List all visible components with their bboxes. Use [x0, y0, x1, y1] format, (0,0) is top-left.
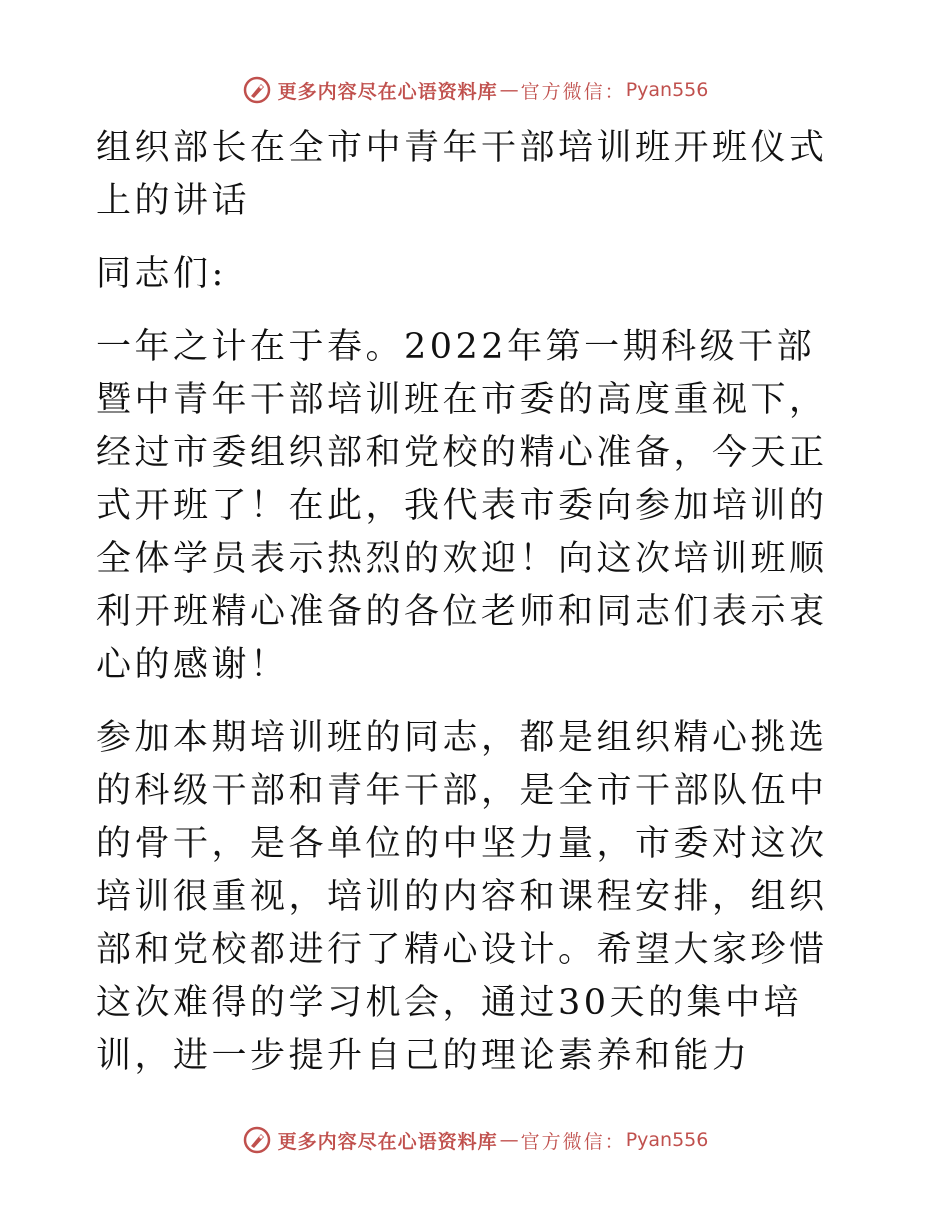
watermark-brand: 更多内容尽在心语资料库 — [277, 80, 498, 103]
pen-nib-logo-icon — [242, 75, 272, 105]
document-title: 组织部长在全市中青年干部培训班开班仪式上的讲话 — [96, 128, 828, 221]
watermark-separator: — — [499, 1129, 519, 1151]
watermark-wechat-label: 官方微信： — [520, 1130, 626, 1153]
paragraph: 参加本期培训班的同志，都是组织精心挑选的科级干部和青年干部，是全市干部队伍中的骨干，是各单位的中坚力量，市委对这次培训很重视，培训的内容和课程安排，组织部和党校都进行了精心设计。希望大家珍惜这次难得的学习机会，通过30天的集中培训，进一步提升自己的理论素养和能力 — [96, 718, 828, 1076]
document-body — [96, 122, 848, 1083]
header-watermark — [0, 70, 950, 110]
greeting: 同志们: — [96, 254, 227, 294]
watermark-brand: 更多内容尽在心语资料库 — [277, 1130, 498, 1153]
footer-watermark — [0, 1120, 950, 1160]
watermark-wechat-label: 官方微信： — [520, 80, 626, 103]
watermark-wechat-id: Pyan556 — [625, 79, 709, 101]
pen-nib-logo-icon — [242, 1125, 272, 1155]
watermark-separator: — — [499, 79, 519, 101]
watermark-wechat-id: Pyan556 — [625, 1129, 709, 1151]
paragraph: 一年之计在于春。2022年第一期科级干部暨中青年干部培训班在市委的高度重视下，经过市委组织部和党校的精心准备，今天正式开班了！在此，我代表市委向参加培训的全体学员表示热烈的欢迎！向这次培训班顺利开班精心准备的各位老师和同志们表示衷心的感谢！ — [96, 327, 828, 685]
